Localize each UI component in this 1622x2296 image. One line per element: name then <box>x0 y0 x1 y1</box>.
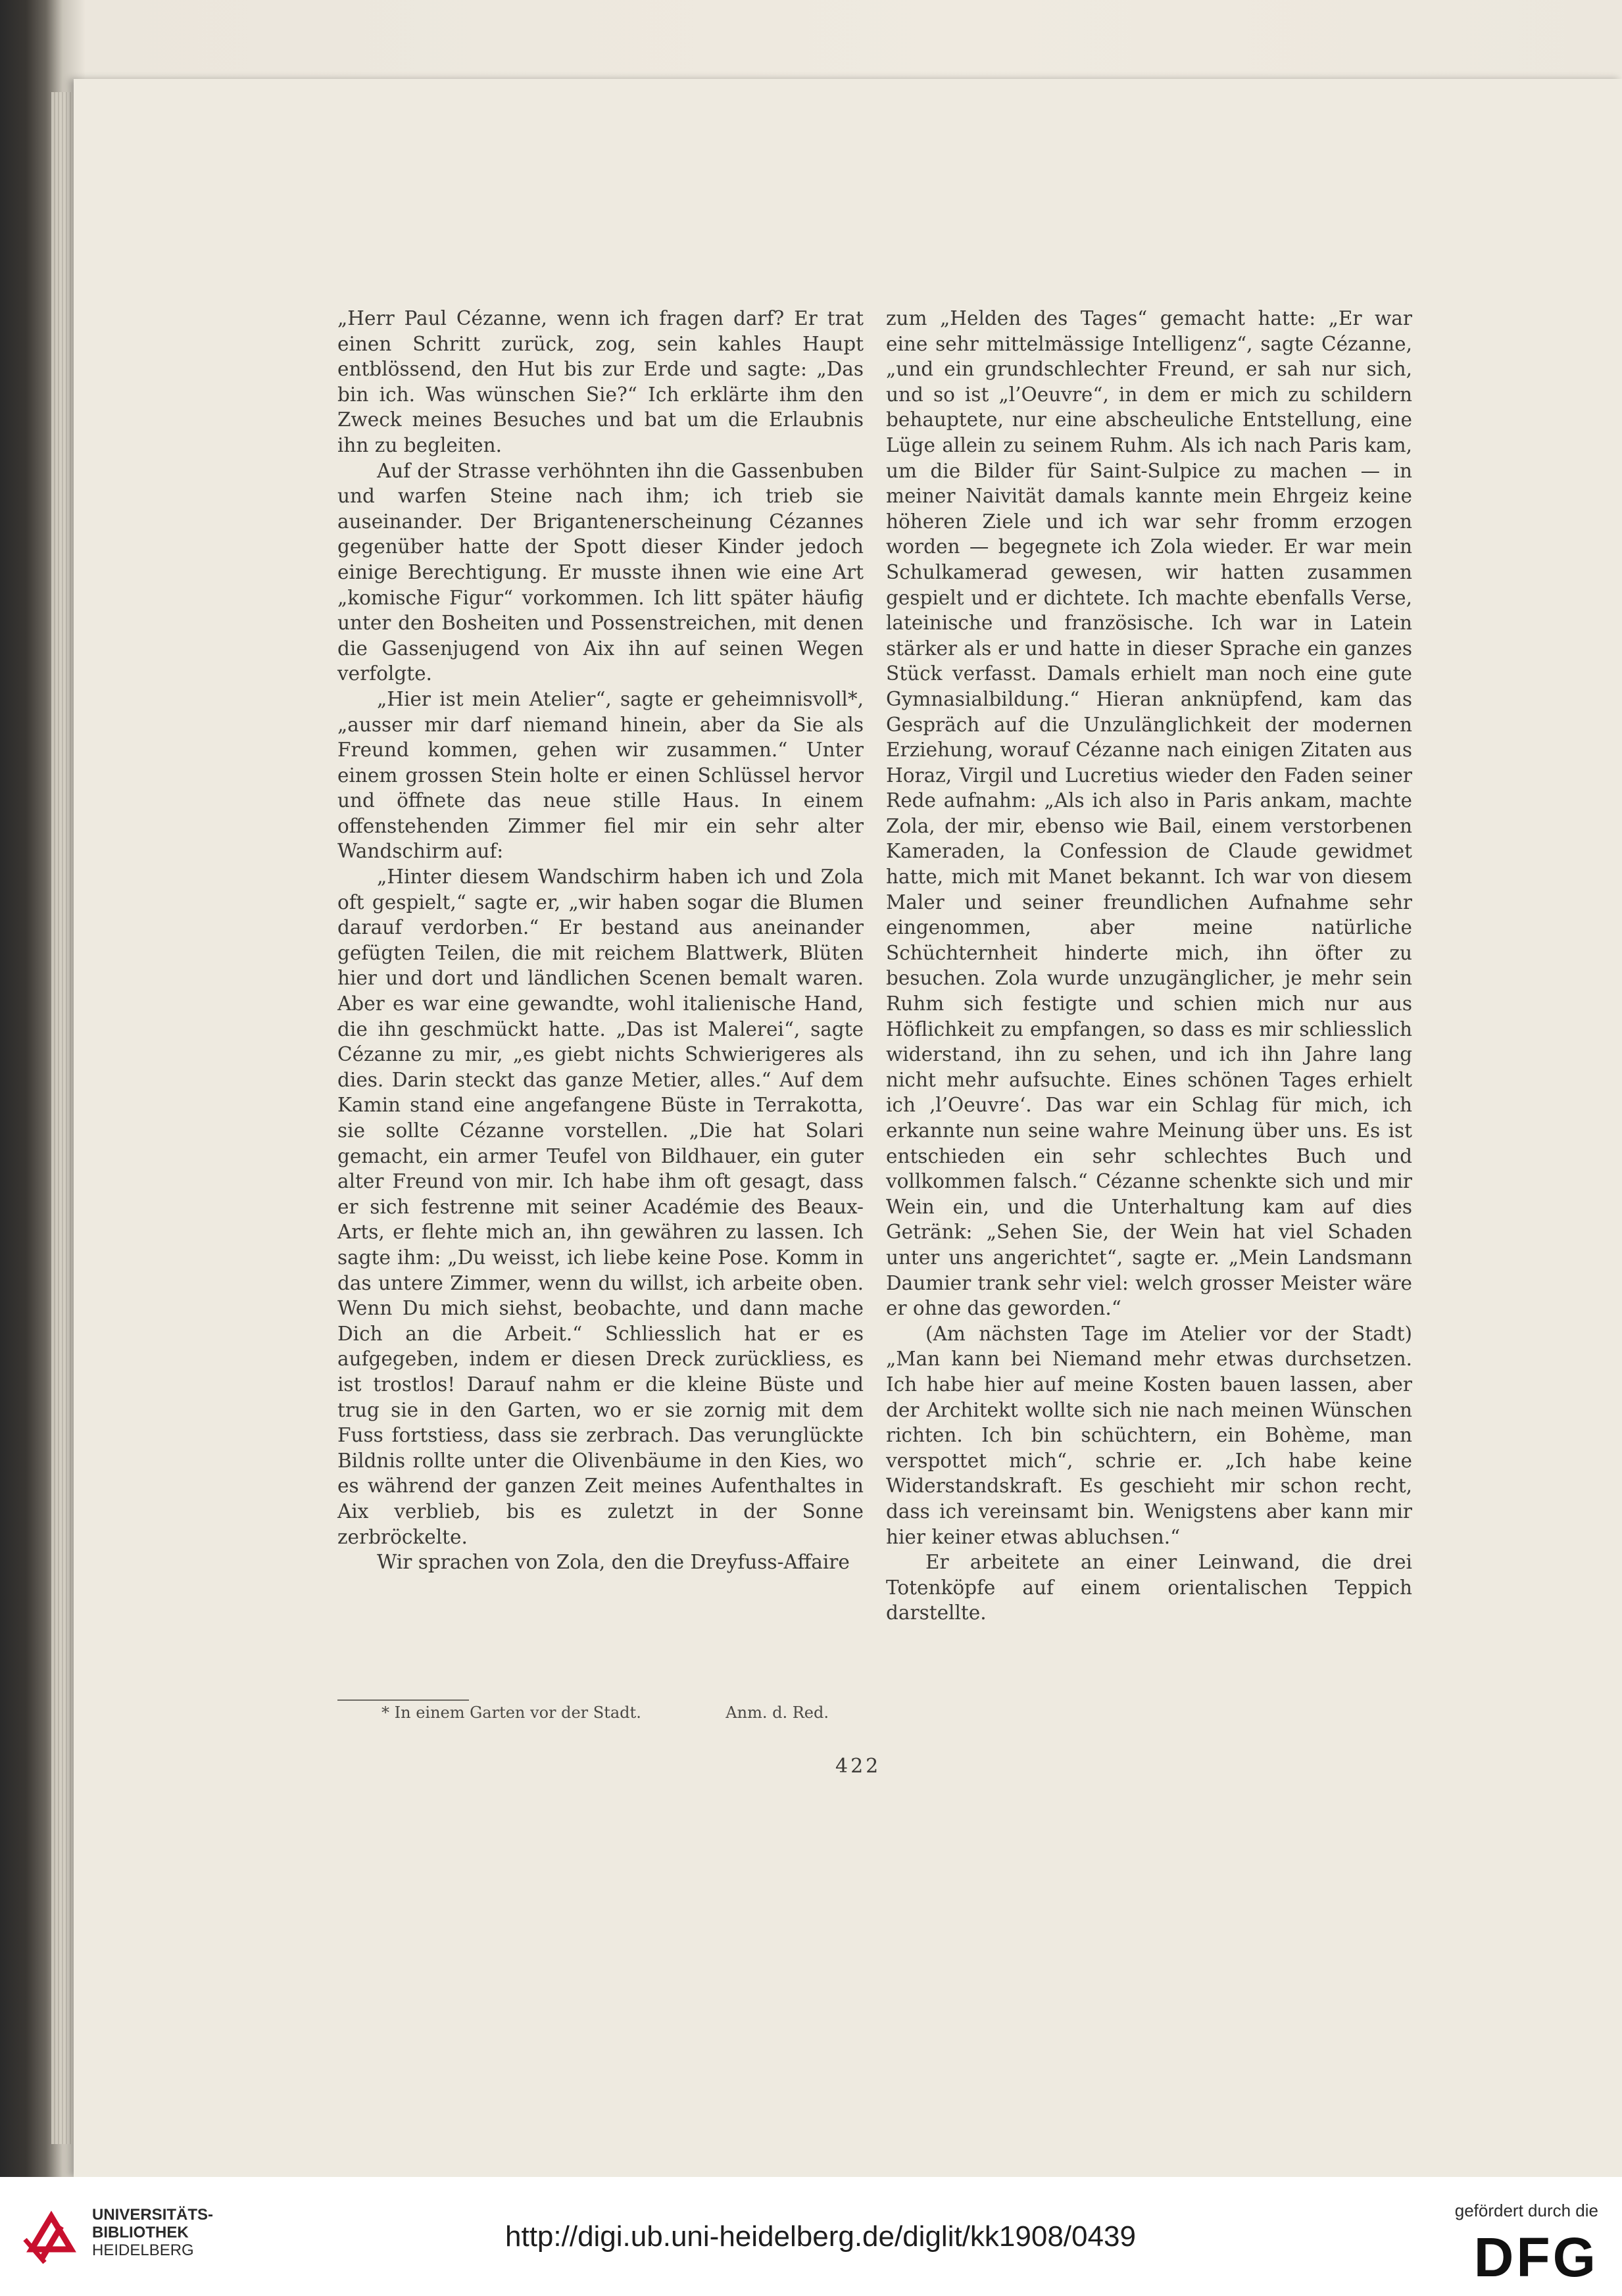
paragraph: „Hinter diesem Wandschirm haben ich und Zola oft gespielt,“ sagte er, „wir haben sogar die Blumen darauf verdorben.“ Er bestand aus aneinander gefügten Teilen, die mit reichem Blattwerk, Blüten hier und dort und ländlichen Scenen bemalt waren. Aber es war eine gewandte, wohl italienische Hand, die ihn geschmückt hatte. „Das ist Malerei“, sagte Cézanne zu mir, „es giebt nichts Schwierigeres als dies. Darin steckt das ganze Metier, alles.“ Auf dem Kamin stand eine angefangene Büste in Terrakotta, sie sollte Cézanne vorstellen. „Die hat Solari gemacht, ein armer Teufel von Bildhauer, ein guter alter Freund von mir. Ich habe ihm oft gesagt, dass er sich festrenne mit seiner Académie des Beaux-Arts, er flehte mich an, ihn gewähren zu lassen. Ich sagte ihm: „Du weisst, ich liebe keine Pose. Komm in das untere Zimmer, wenn du willst, ich arbeite oben. Wenn Du mich siehst, beobachte, und dann mache Dich an die Arbeit.“ Schliesslich hat er es aufgegeben, indem er diesen Dreck zurückliess, es ist trostlos! Darauf nahm er die kleine Büste und trug sie in den Garten, wo er sie zornig mit dem Fuss fortstiess, dass sie zerbrach. Das verunglückte Bildnis rollte unter die Olivenbäume in den Kies, wo es während der ganzen Zeit meines Aufenthaltes in Aix verblieb, bis es zuletzt in der Sonne zerbröckelte. <box>337 866 864 1548</box>
paragraph: Auf der Strasse verhöhnten ihn die Gassenbuben und warfen Steine nach ihm; ich trieb sie auseinander. Der Brigantenerscheinung Cézannes gegenüber hatte der Spott dieser Kinder jedoch einige Berechtigung. Er musste ihnen wie eine Art „komische Figur“ vorkommen. Ich litt später häufig unter den Bosheiten und Possenstreichen, mit denen die Gassenjugend von Aix ihn auf seinen Wegen verfolgte. <box>337 459 864 685</box>
dfg-logo[interactable]: DFG <box>1473 2226 1598 2288</box>
paragraph: „Hier ist mein Atelier“, sagte er geheimnisvoll*, „ausser mir darf niemand hinein, aber da Sie als Freund kommen, gehen wir zusammen.“ Unter einem grossen Stein holte er einen Schlüssel hervor und öffnete das neue stille Haus. In einem offenstehenden Zimmer fiel mir ein sehr alter Wandschirm auf: <box>337 687 864 863</box>
paragraph: Wir sprachen von Zola, den die Dreyfuss-Affaire <box>377 1551 850 1574</box>
ub-heidelberg-logo-icon[interactable] <box>18 2203 84 2269</box>
permalink-url[interactable]: http://digi.ub.uni-heidelberg.de/diglit/kk1908/0439 <box>505 2220 1136 2253</box>
library-name[interactable] <box>92 2206 213 2259</box>
paragraph: (Am nächsten Tage im Atelier vor der Stadt) „Man kann bei Niemand mehr etwas durchsetzen. Ich habe hier auf meine Kosten bauen lassen, aber der Architekt wollte sich nie nach meinen Wünschen richten. Ich bin schüchtern, ein Bohème, man verspottet mich“, schrie er. „Ich habe keine Widerstandskraft. Es geschieht mir schon recht, dass ich vereinsamt bin. Wenigstens aber kann mir hier keiner etwas abluchsen.“ <box>886 1322 1412 1548</box>
text-column-right <box>886 306 1412 1626</box>
footnote-attribution: Anm. d. Red. <box>725 1703 829 1722</box>
footnote <box>381 1703 855 1722</box>
paragraph: zum „Helden des Tages“ gemacht hatte: „Er war eine sehr mittelmässige Intelligenz“, sagte Cézanne, „und ein grundschlechter Freund, er sah nur sich, und so ist „l’Oeuvre“, in dem er mich zu schildern behauptete, nur eine abscheuliche Entstellung, eine Lüge allein zu seinem Ruhm. Als ich nach Paris kam, um die Bilder für Saint-Sulpice zu machen — in meiner Naivität damals kannte mein Ehrgeiz keine höheren Ziele und ich war sehr fromm erzogen worden — begegnete ich Zola wieder. Er war mein Schulkamerad gewesen, wir hatten zusammen gespielt und er dichtete. Ich machte ebenfalls Verse, lateinische und französische. Ich war in Latein stärker als er und hatte in dieser Sprache ein ganzes Stück verfasst. Damals erhielt man noch eine gute Gymnasialbildung.“ Hieran anknüpfend, kam das Gespräch auf die Unzulänglichkeit der modernen Erziehung, worauf Cézanne nach einigen Zitaten aus Horaz, Virgil und Lucretius wieder den Faden seiner Rede aufnahm: „Als ich also in Paris ankam, machte Zola, der mir, ebenso wie Bail, einem verstorbenen Kameraden, la Confession de Claude gewidmet hatte, mich mit Manet bekannt. Ich war von diesem Maler und seiner freundlichen Aufnahme sehr eingenommen, aber meine natürliche Schüchternheit hinderte mich, ihn öfter zu besuchen. Zola wurde unzugänglicher, je mehr sein Ruhm sich festigte und schien mich nur aus Höflichkeit zu empfangen, so dass es mir schliesslich widerstand, ihn zu sehen, und ich ihn Jahre lang nicht mehr aufsuchte. Eines schönen Tages erhielt ich ‚l’Oeuvre‘. Das war ein Schlag für mich, ich erkannte nun seine wahre Meinung über uns. Es ist entschieden ein sehr schlechtes Buch und vollkommen falsch.“ Cézanne schenkte sich und mir Wein ein, und die Unterhaltung kam auf dies Getränk: „Sehen Sie, der Wein hat viel Schaden unter uns angerichtet“, sagte er. „Mein Landsmann Daumier trank sehr viel: welch grosser Meister wäre er ohne das geworden.“ <box>886 307 1412 1320</box>
funded-by-label: gefördert durch die <box>1454 2201 1598 2220</box>
footnote-divider <box>337 1699 469 1701</box>
footnote-text: * In einem Garten vor der Stadt. <box>381 1703 641 1722</box>
viewer-footer <box>0 2177 1622 2296</box>
page-number: 422 <box>835 1755 881 1778</box>
paragraph: „Herr Paul Cézanne, wenn ich fragen darf? Er trat einen Schritt zurück, zog, sein kahles Haupt entblössend, den Hut bis zur Erde und sagte: „Das bin ich. Was wünschen Sie?“ Ich erklärte ihm den Zweck meines Besuches und bat um die Erlaubnis ihn zu begleiten. <box>337 307 864 456</box>
paragraph: Er arbeitete an einer Leinwand, die drei Totenköpfe auf einem orientalischen Teppich darstellte. <box>886 1551 1412 1624</box>
library-name-line: HEIDELBERG <box>92 2241 194 2259</box>
library-name-line: BIBLIOTHEK <box>92 2224 189 2241</box>
library-name-line: UNIVERSITÄTS- <box>92 2206 214 2224</box>
text-column-left <box>337 306 864 1575</box>
